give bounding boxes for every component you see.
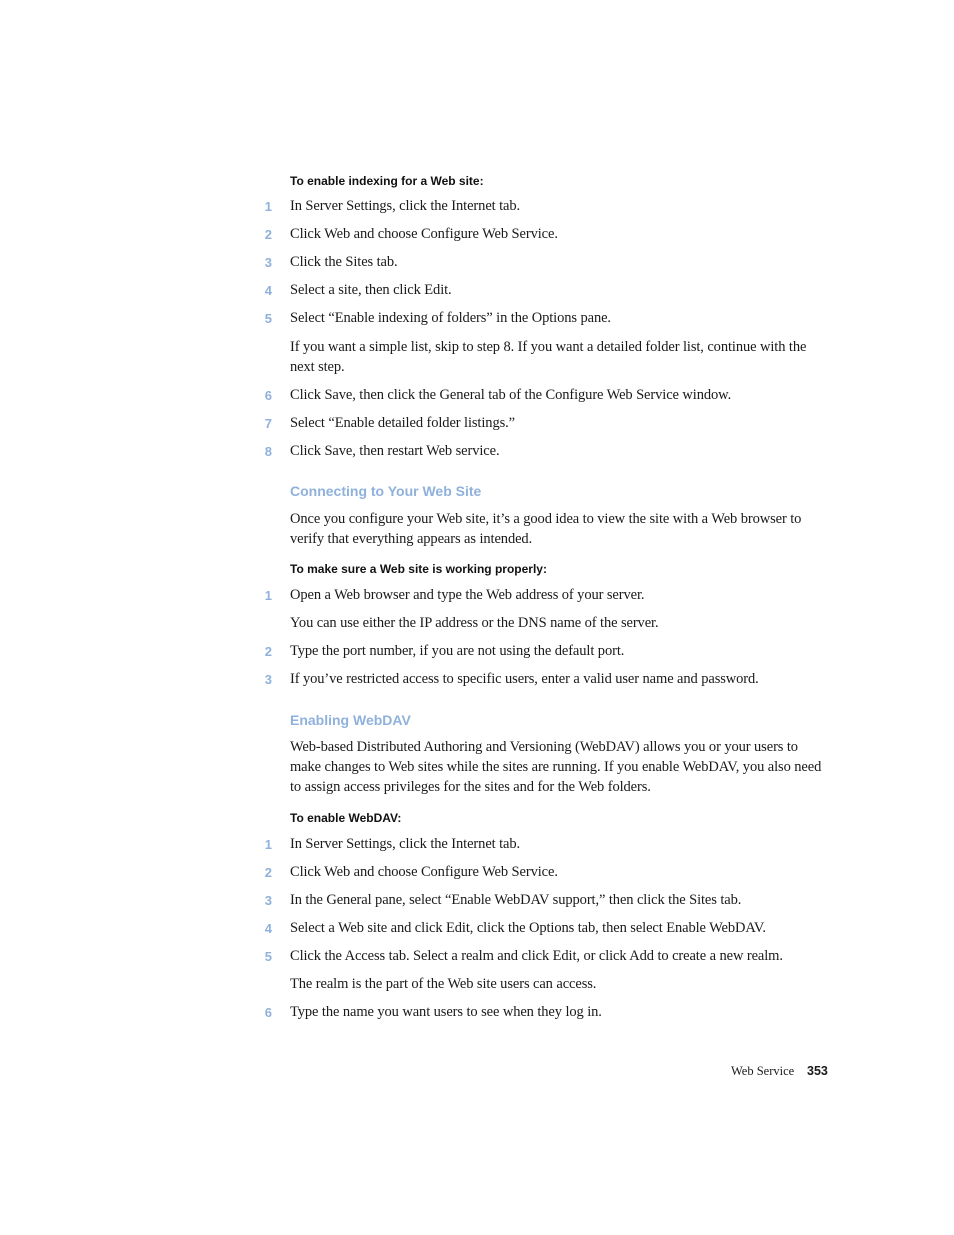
step-text: If you’ve restricted access to specific users, enter a valid user name and password. [290,671,759,687]
section-intro: Once you configure your Web site, it’s a good idea to view the site with a Web browser to verify that everything appears as intended. [290,511,802,547]
step-number: 6 [264,1005,272,1020]
section-intro: Web-based Distributed Authoring and Versioning (WebDAV) allows you or your users to make changes to Web sites while the sites are running. If you enable WebDAV, you also need to assign access privileges for the sites and for the Web folders. [290,739,822,795]
step-number: 2 [264,865,272,880]
step-text: Select a Web site and click Edit, click the Options tab, then select Enable WebDAV. [290,920,766,936]
step-text: Click Save, then restart Web service. [290,443,500,459]
step-number: 3 [264,893,272,908]
step-number: 4 [264,921,272,936]
step-note: You can use either the IP address or the DNS name of the server. [290,615,659,631]
step-number: 8 [264,444,272,459]
step-text: Click Web and choose Configure Web Service. [290,864,558,880]
step-number: 2 [264,644,272,659]
step-note: If you want a simple list, skip to step 8. If you want a detailed folder list, continue with the next step. [290,339,807,375]
step-text: In the General pane, select “Enable WebDAV support,” then click the Sites tab. [290,892,742,908]
step-number: 6 [264,388,272,403]
step-text: Select a site, then click Edit. [290,282,452,298]
step-number: 1 [264,588,272,603]
step-text: Select “Enable indexing of folders” in the Options pane. [290,310,611,326]
step-number: 1 [264,837,272,852]
step-note: The realm is the part of the Web site users can access. [290,976,597,992]
footer-page-number: 353 [807,1064,828,1078]
step-number: 4 [264,283,272,298]
step-text: Click the Sites tab. [290,254,398,270]
step-number: 7 [264,416,272,431]
step-number: 2 [264,227,272,242]
step-number: 3 [264,255,272,270]
step-text: Click the Access tab. Select a realm and click Edit, or click Add to create a new realm. [290,948,783,964]
task-heading-enable-webdav: To enable WebDAV: [290,811,402,825]
task-heading-enable-indexing: To enable indexing for a Web site: [290,174,484,188]
step-number: 5 [264,311,272,326]
section-heading-webdav: Enabling WebDAV [290,712,411,728]
step-text: Click Save, then click the General tab of the Configure Web Service window. [290,387,732,403]
step-text: Type the port number, if you are not using the default port. [290,643,625,659]
step-number: 5 [264,949,272,964]
step-text: In Server Settings, click the Internet tab. [290,836,521,852]
footer-chapter-title: Web Service [731,1064,795,1078]
step-text: Select “Enable detailed folder listings.” [290,415,515,431]
step-number: 3 [264,672,272,687]
section-heading-connecting: Connecting to Your Web Site [290,483,482,499]
step-text: Click Web and choose Configure Web Service. [290,226,558,242]
step-text: In Server Settings, click the Internet tab. [290,198,521,214]
step-text: Type the name you want users to see when they log in. [290,1004,602,1020]
task-heading-verify-site: To make sure a Web site is working properly: [290,562,547,576]
step-text: Open a Web browser and type the Web address of your server. [290,587,645,603]
step-number: 1 [264,199,272,214]
